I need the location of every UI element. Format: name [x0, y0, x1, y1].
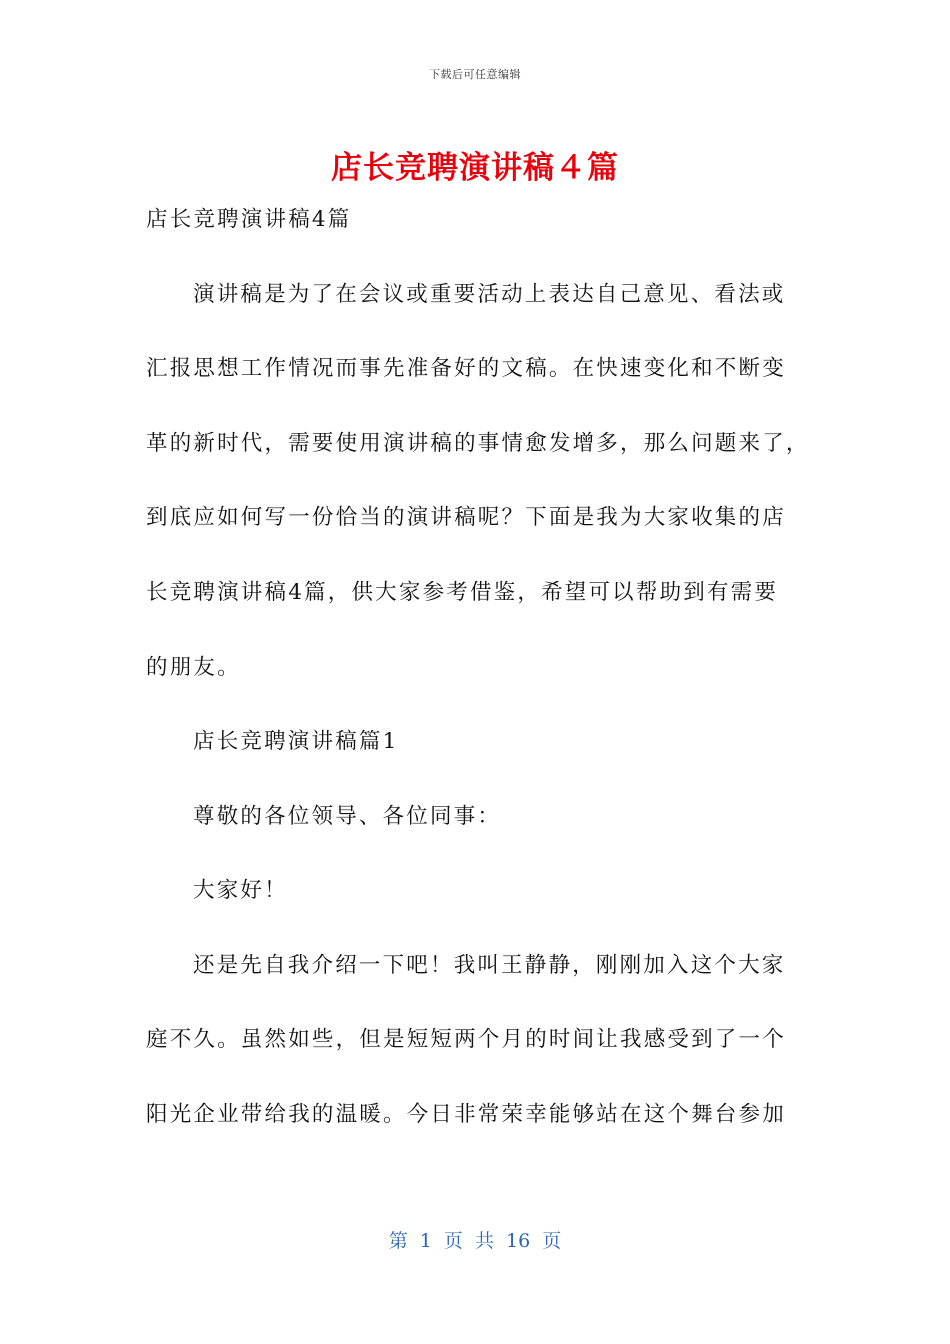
paragraph-line: 长竞聘演讲稿4篇，供大家参考借鉴，希望可以帮助到有需要: [146, 580, 779, 605]
paragraph-line: 庭不久。虽然如些，但是短短两个月的时间让我感受到了一个: [146, 1027, 786, 1052]
paragraph-line: 演讲稿是为了在会议或重要活动上表达自己意见、看法或: [193, 282, 786, 307]
paragraph-line: 阳光企业带给我的温暖。今日非常荣幸能够站在这个舞台参加: [146, 1102, 786, 1127]
subtitle-line: 店长竞聘演讲稿4篇: [146, 207, 352, 232]
section-heading: 店长竞聘演讲稿篇1: [193, 729, 399, 754]
greeting-line: 大家好！: [193, 878, 288, 903]
paragraph-line: 的朋友。: [146, 655, 241, 680]
page-header-note: 下载后可任意编辑: [429, 68, 521, 81]
paragraph-line: 汇报思想工作情况而事先准备好的文稿。在快速变化和不断变: [146, 356, 786, 381]
paragraph-line: 到底应如何写一份恰当的演讲稿呢？下面是我为大家收集的店: [146, 505, 786, 530]
salutation-line: 尊敬的各位领导、各位同事：: [193, 804, 502, 829]
document-title: 店长竞聘演讲稿４篇: [331, 150, 619, 186]
paragraph-line: 革的新时代，需要使用演讲稿的事情愈发增多，那么问题来了，: [146, 431, 810, 456]
page-number-footer: 第 1 页 共 16 页: [388, 1230, 562, 1252]
paragraph-line: 还是先自我介绍一下吧！我叫王静静，刚刚加入这个大家: [193, 953, 786, 978]
